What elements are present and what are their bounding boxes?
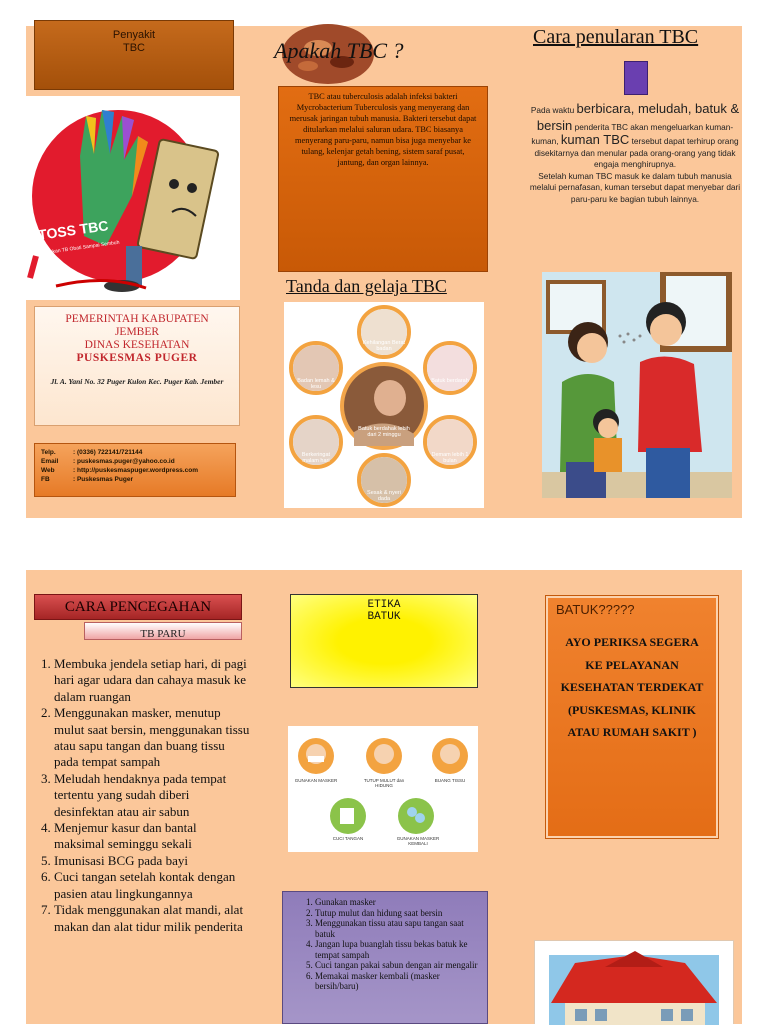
house-graphic <box>535 941 733 1025</box>
symptom-label: Sesak & nyeri dada <box>367 490 401 502</box>
gov-block <box>34 306 240 426</box>
etika-line1: ETIKA <box>367 599 401 611</box>
contact-row <box>41 448 229 457</box>
toss-tbc-poster <box>26 96 240 300</box>
poster-sub: Temukan TB Obati Sampai Sembuh <box>40 239 120 257</box>
symptom-label: Berkeringat malam hari <box>301 452 331 464</box>
contact-value[interactable]: : (0336) 722141/721144 <box>73 449 143 456</box>
list-item: 3. Meludah hendaknya pada tempat tertentu yang sudah diberi desinfektan atau air sabun <box>54 771 250 820</box>
etika-icon-label: GUNAKAN MASKER <box>294 778 338 783</box>
gov-line4: PUSKESMAS PUGER <box>76 352 198 364</box>
apa-title-area <box>270 22 490 86</box>
tanda-title: Tanda dan gelaja TBC <box>286 276 447 296</box>
contact-value[interactable]: : http://puskesmaspuger.wordpress.com <box>73 467 198 474</box>
list-item: 1. Gunakan masker <box>315 897 483 908</box>
coughing-illustration <box>542 272 732 498</box>
apa-title: Apakah TBC ? <box>274 38 404 63</box>
etika-icon-label: TUTUP MULUT dan HIDUNG <box>363 778 405 788</box>
batuk-box <box>546 596 718 838</box>
symptom-label: Kehilangan Berat badan <box>362 340 406 352</box>
list-item: 5. Imunisasi BCG pada bayi <box>54 853 250 869</box>
cara-para2: Setelah kuman TBC masuk ke dalam tubuh manusia melalui pernafasan, kuman tersebut dapat menyebar dari paru-paru ke bagian tubuh lainnya. <box>529 170 741 204</box>
list-item: 7. Tidak menggunakan alat mandi, alat makan dan alat tidur milik penderita <box>54 902 250 935</box>
header-box <box>34 20 234 90</box>
list-item: 6. Memakai masker kembali (masker bersih/baru) <box>315 971 483 992</box>
cara-p1e: tersebut dapat terhirup orang disekitarnya dan menular pada orang-orang yang tidak engaja menghirupnya. <box>534 136 739 169</box>
list-item: 1. Membuka jendela setiap hari, di pagi hari agar udara dan cahaya masuk ke dalam ruangan <box>54 656 250 705</box>
cp-sub: TB PARU <box>84 622 242 640</box>
etika-icon-label: BUANG TISSU <box>434 778 466 783</box>
apa-textbox <box>278 86 488 272</box>
gov-line1: PEMERINTAH KABUPATEN <box>65 313 209 325</box>
cara-p1a: Pada waktu <box>530 105 577 115</box>
batuk-text: AYO PERIKSA SEGERA KE PELAYANAN KESEHATAN TERDEKAT (PUSKESMAS, KLINIK ATAU RUMAH SAKIT ) <box>560 635 704 739</box>
contact-label: Web <box>41 467 55 474</box>
cp-title: CARA PENCEGAHAN <box>34 594 242 620</box>
contact-block <box>34 443 236 497</box>
cara-title: Cara penularan TBC <box>533 26 699 48</box>
cp-list-container <box>32 656 250 935</box>
cara-p1c: penderita TBC akan mengeluarkan kuman-kuman, <box>531 122 734 146</box>
contact-row <box>41 457 229 466</box>
etika-icon-label: GUNAKAN MASKER KEMBALI <box>396 836 440 846</box>
symptom-label: Batuk berdarah <box>431 378 469 384</box>
header-line1: Penyakit <box>112 29 156 41</box>
cara-p1d: kuman TBC <box>560 132 630 147</box>
list-item: 4. Menjemur kasur dan bantal maksimal seminggu sekali <box>54 820 250 853</box>
gov-address: Jl. A. Yani No. 32 Puger Kulon Kec. Puger Kab. Jember <box>50 377 224 386</box>
gov-line2: JEMBER <box>114 326 160 338</box>
gov-line3: DINAS KESEHATAN <box>84 339 190 351</box>
contact-label: FB <box>41 476 50 483</box>
list-item: 5. Cuci tangan pakai sabun dengan air mengalir <box>315 960 483 971</box>
etika-graphic <box>288 726 478 852</box>
cara-text <box>524 100 746 205</box>
house-illustration <box>534 940 734 1024</box>
purple-list <box>297 897 483 992</box>
family-cough-graphic <box>542 272 732 498</box>
etika-illustration <box>288 726 478 852</box>
etika-box <box>290 594 478 688</box>
symptoms-diagram <box>284 302 484 508</box>
cara-para1 <box>524 100 746 171</box>
contact-value[interactable]: : Puskesmas Puger <box>73 476 133 483</box>
apa-text: TBC atau tuberculosis adalah infeksi bakteri Mycrobacterium Tuberculosis yang menyerang dan merusak jaringan tubuh manusia. Bakteri tersebut dapat ditularkan melalui saluran udara. TBC biasanya menyerang paru-paru, namun bisa juga menyebar ke tulang, kelenjar getah bening, sistem saraf pusat, jantung, dan organ lainnya. <box>289 92 477 167</box>
symptoms-graphic <box>284 302 484 508</box>
cara-p1b: berbicara, meludah, batuk & bersin <box>536 101 740 133</box>
contact-label: Email <box>41 458 59 465</box>
etika-line2: BATUK <box>367 611 401 623</box>
list-item: 4. Jangan lupa buanglah tissu bekas batuk ke tempat sampah <box>315 939 483 960</box>
contact-label: Telp. <box>41 449 56 456</box>
contact-value[interactable]: : puskesmas.puger@yahoo.co.id <box>73 458 175 465</box>
purple-square-icon <box>624 61 648 95</box>
list-item: 6. Cuci tangan setelah kontak dengan pasien atau lingkungannya <box>54 869 250 902</box>
symptom-label: Demam lebih 1 bulan <box>431 452 469 464</box>
poster-illustration <box>26 96 240 300</box>
purple-list-box <box>282 891 488 1024</box>
poster-badge: TOSS TBC <box>37 217 110 243</box>
contact-row <box>41 475 229 484</box>
etika-icon-label: CUCI TANGAN <box>332 836 364 841</box>
list-item: 2. Menggunakan masker, menutup mulut saat bersin, menggunakan tissu atau sapu tangan dan buang tissu pada tempat sampah <box>54 705 250 771</box>
cp-list <box>32 656 250 935</box>
header-line2: TBC <box>123 42 145 54</box>
symptom-label: Badan lemah & lesu <box>297 378 335 390</box>
list-item: 2. Tutup mulut dan hidung saat bersin <box>315 908 483 919</box>
list-item: 3. Menggunakan tissu atau sapu tangan saat batuk <box>315 918 483 939</box>
contact-row <box>41 466 229 475</box>
batuk-title: BATUK????? <box>556 602 635 617</box>
symptom-label: Batuk berdahak lebih dari 2 minggu <box>358 426 410 438</box>
